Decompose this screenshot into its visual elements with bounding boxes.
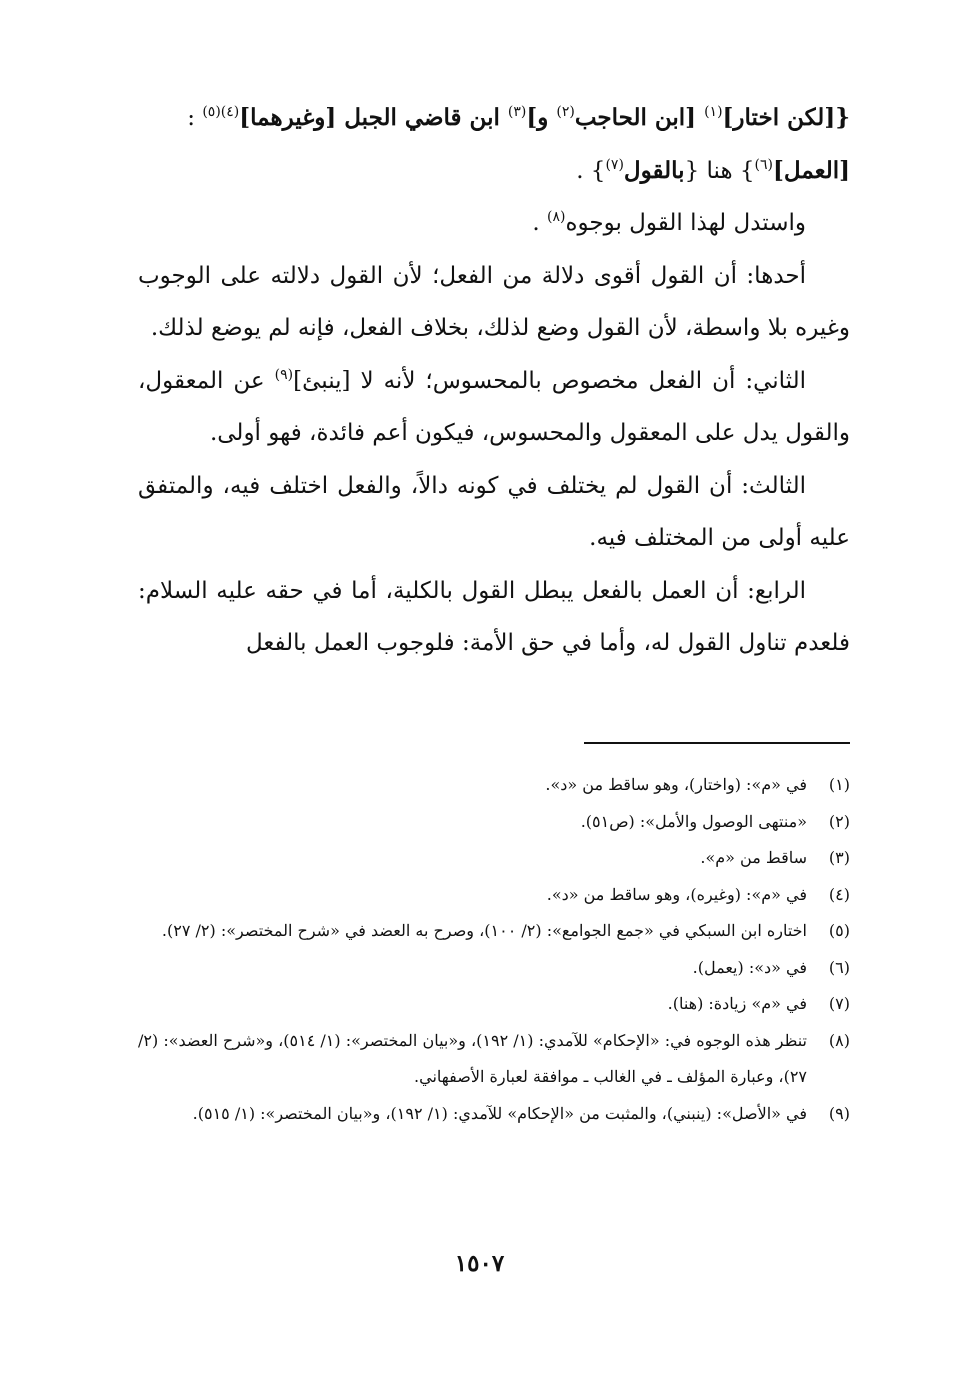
footnote-number: (٣) <box>828 848 850 867</box>
footnote-ref-4: (٤) <box>220 104 240 120</box>
text-span: } . <box>576 157 606 184</box>
footnote-number: (٩) <box>828 1103 850 1123</box>
text-line-3 <box>138 197 850 250</box>
page-number: ١٥٠٧ <box>454 1250 505 1277</box>
footnote <box>138 840 850 877</box>
footnote <box>138 913 850 950</box>
footnote-divider <box>584 742 850 744</box>
bracketed-text: [ابن الحاجب <box>574 104 705 131</box>
footnote-number: (٢) <box>828 811 850 831</box>
paragraph-first: أحدها: أن القول أقوى دلالة من الفعل؛ لأن القول دلالته على الوجوب وغيره بلا واسطة، لأن القول وضع لذلك، بخلاف الفعل، فإنه لم يوضع لذلك. <box>138 262 850 341</box>
footnote-ref-2: (٢) <box>556 104 575 120</box>
footnote-number: (٤) <box>828 884 850 904</box>
footnote <box>138 950 850 987</box>
footnote-text: ساقط من «م». <box>700 848 807 867</box>
footnote-ref-5: (٥) <box>202 104 221 120</box>
footnote <box>138 986 850 1023</box>
paragraph-third: الثالث: أن القول لم يختلف في كونه دالاً، والفعل اختلف فيه، والمتفق عليه أولى من المختلف فيه. <box>138 472 850 551</box>
footnote-text: «منتهى الوصول والأمل»: (ص٥١). <box>580 811 807 831</box>
bracketed-text: ابن قاضي الجبل [وغيرهما] <box>239 104 508 131</box>
footnote-text: تنظر هذه الوجوه في: «الإحكام» للآمدي: (١/ ١٩٢)، و«بيان المختصر»: (١/ ٥١٤)، و«شرح العضد»: (٢/ ٢٧)، وعبارة المؤلف ـ في الغالب ـ موافقة لعبارة الأصفهاني. <box>138 1030 808 1086</box>
footnote-number: (٨) <box>828 1030 850 1050</box>
bracketed-text: بالقول <box>623 156 685 184</box>
bracketed-text: و] <box>526 104 557 131</box>
paragraph-fourth: الرابع: أن العمل بالفعل يبطل القول بالكلية، أما في حقه عليه السلام: فلعدم تناول القول له، وأما في حق الأمة: فلوجوب العمل بالفعل <box>138 577 850 656</box>
footnotes <box>138 767 850 1132</box>
text-span: واستدل لهذا القول بوجوه <box>565 210 806 236</box>
footnote-number: (٦) <box>828 957 850 977</box>
footnote <box>138 767 850 804</box>
footnote <box>138 1096 850 1133</box>
footnote-text: في «الأصل»: (ينبني)، والمثبت من «الإحكام» للآمدي: (١/ ١٩٢)، و«بيان المختصر»: (١/ ٥١٥). <box>192 1103 807 1123</box>
footnote-ref-8: (٨) <box>546 209 566 225</box>
footnote-ref-3: (٣) <box>507 104 527 120</box>
footnote-number: (٥) <box>828 921 850 940</box>
main-text <box>138 92 850 670</box>
footnote-ref-7: (٧) <box>605 156 624 173</box>
text-span: عن المعقول، والقول يدل على المعقول والمحسوس، فيكون أعم فائدة، فهو أولى. <box>138 367 850 446</box>
footnote-ref-6: (٦) <box>754 156 774 173</box>
footnote-ref-9: (٩) <box>274 366 294 383</box>
footnote <box>138 804 850 841</box>
text-span: الثاني: أن الفعل مخصوص بالمحسوس؛ لأنه لا [ينبئ] <box>293 367 806 394</box>
footnote <box>138 1023 850 1096</box>
text-span: . <box>532 210 547 236</box>
footnote-ref-1: (١) <box>704 104 723 120</box>
footnote-text: في «د»: (يعمل). <box>692 957 807 977</box>
footnote-text: في «م»: (وغيره)، وهو ساقط من «د». <box>546 884 807 904</box>
footnote-text: في «م»: (واختار)، وهو ساقط من «د». <box>545 775 807 794</box>
footnote-number: (٧) <box>828 994 850 1013</box>
text-line-2 <box>138 145 850 198</box>
bracketed-text: [العمل] <box>773 156 850 184</box>
footnote-text: اختاره ابن السبكي في «جمع الجوامع»: (٢/ ١٠٠)، وصرح به العضد في «شرح المختصر»: (٢/ ٢٧). <box>161 921 807 940</box>
footnote <box>138 877 850 914</box>
paragraph-second <box>138 355 850 460</box>
text-span: : <box>187 105 203 131</box>
text-span: } هنا { <box>684 157 755 184</box>
footnote-number: (١) <box>828 775 850 794</box>
text-line-1 <box>138 92 850 145</box>
footnote-text: في «م» زيادة: (هنا). <box>667 994 807 1013</box>
bracketed-text: {[لكن اختار] <box>722 104 850 131</box>
